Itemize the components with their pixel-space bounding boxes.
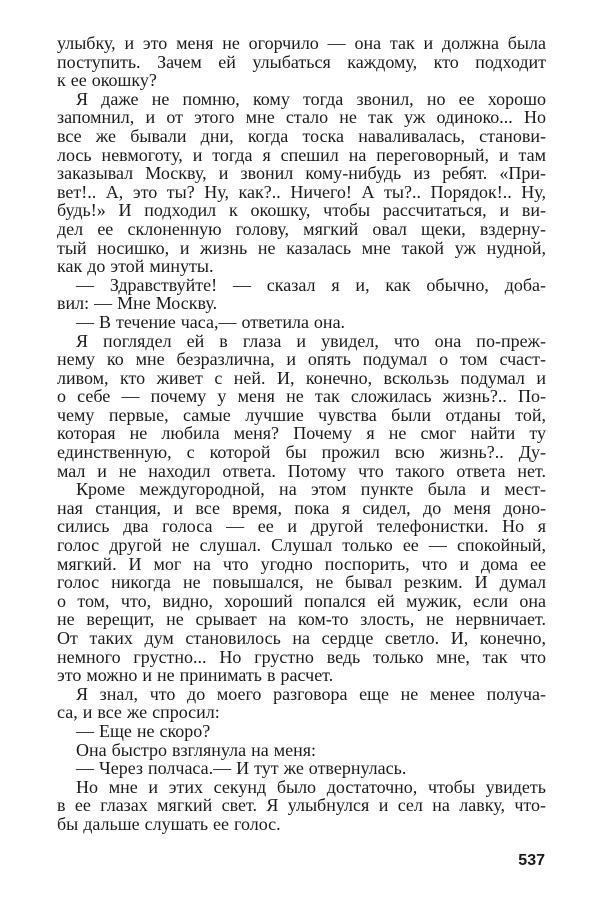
paragraph [57,480,546,685]
text-line: вет!.. А, это ты? Ну, как?.. Ничего! А ты?.. Порядок!.. Ну, [57,181,546,202]
paragraph [57,332,546,481]
text-line: к ее окошку? [57,70,157,91]
text-line: лось невмоготу, и тогда я спешил на переговорный, и там [57,144,546,165]
text-line: чему первые, самые лучшие чувства были отданы той, [57,404,546,425]
text-line: как до этой минуты. [57,256,214,277]
paragraph [57,276,546,313]
text-line: о том, что, видно, хороший попался ей мужик, если она [57,590,546,611]
page-number: 537 [518,852,545,869]
text-line: вил: — Мне Москву. [57,293,218,314]
text-line: Я поглядел ей в глаза и увидел, что она по-преж- [76,330,546,351]
text-line: сились два голоса — ее и другой телефонистки. Но я [57,516,546,537]
text-line: которая не любила меня? Почему я не смог найти ту [57,423,546,444]
paragraph [57,313,546,332]
paragraph [57,685,546,722]
text-line: тый носишко, и жизнь не казалась мне такой уж нудной, [57,237,546,258]
text-line: — Еще не скоро? [76,720,211,741]
text-line: ная станция, и все время, пока я сидел, до меня доно- [57,497,546,518]
text-line: не верещит, не срывает на ком-то злость, не нервничает. [57,609,546,630]
text-line: немного грустно... Но грустно ведь только мне, так что [57,646,546,667]
paragraph [57,90,546,276]
text-line: голос никогда не повышался, не бывал резким. И думал [57,572,546,593]
text-line: Я даже не помню, кому тогда звонил, но ее хорошо [76,88,546,109]
text-line: мал и не находил ответа. Потому что такого ответа нет. [57,460,546,481]
text-line: От таких дум становилось на сердце светло. И, конечно, [57,628,546,648]
text-line: — Здравствуйте! — сказал я и, как обычно, доба- [76,274,546,295]
text-line: это можно и не принимать в расчет. [57,665,334,686]
text-line: о себе — почему у меня не так сложилась жизнь?.. По- [57,386,546,407]
text-line: ливом, кто живет с ней. И, конечно, вскользь подумал и [57,367,546,388]
text-line: дел ее склоненную голову, мягкий овал щеки, вздерну- [57,218,546,239]
paragraph [57,722,546,741]
text-line: в ее глазах мягкий свет. Я улыбнулся и сел на лавку, что- [57,795,546,816]
text-line: нему ко мне безразлична, и опять подумал о том счаст- [57,349,546,370]
text-line: будь!» И подходил к окошку, чтобы рассчитаться, и ви- [57,200,546,221]
text-line: Она быстро взглянула на меня: [76,739,317,760]
text-line: мягкий. И мог на что угодно поспорить, что и дома ее [57,553,546,574]
text-line: са, и все же спросил: [57,702,220,723]
text-line: заказывал Москву, и звонил кому-нибудь из ребят. «При- [57,163,546,184]
text-line: Кроме междугородной, на этом пункте была и мест- [76,479,546,500]
text-line: все же бывали дни, когда тоска наваливалась, станови- [57,125,546,146]
paragraph [57,759,546,778]
text-line: поступить. Зачем ей улыбаться каждому, кто подходит [57,51,546,72]
text-line: — В течение часа,— ответила она. [76,311,346,332]
page-body [57,34,546,834]
text-line: бы дальше слушать ее голос. [57,813,281,834]
text-line: запомнил, и от этого мне стало не так уж одиноко... Но [57,107,546,128]
text-line: единственную, с которой бы прожил всю жизнь?.. Ду- [57,442,546,463]
paragraph [57,778,546,834]
text-line: Я знал, что до моего разговора еще не менее получа- [76,683,546,704]
paragraph [57,34,546,90]
text-line: — Через полчаса.— И тут же отвернулась. [76,758,407,779]
paragraph [57,741,546,760]
text-line: голос другой не слушал. Слушал только ее — спокойный, [57,535,546,556]
text-line: улыбку, и это меня не огорчило — она так и должна была [57,33,546,53]
text-line: Но мне и этих секунд было достаточно, чтобы увидеть [76,776,546,797]
